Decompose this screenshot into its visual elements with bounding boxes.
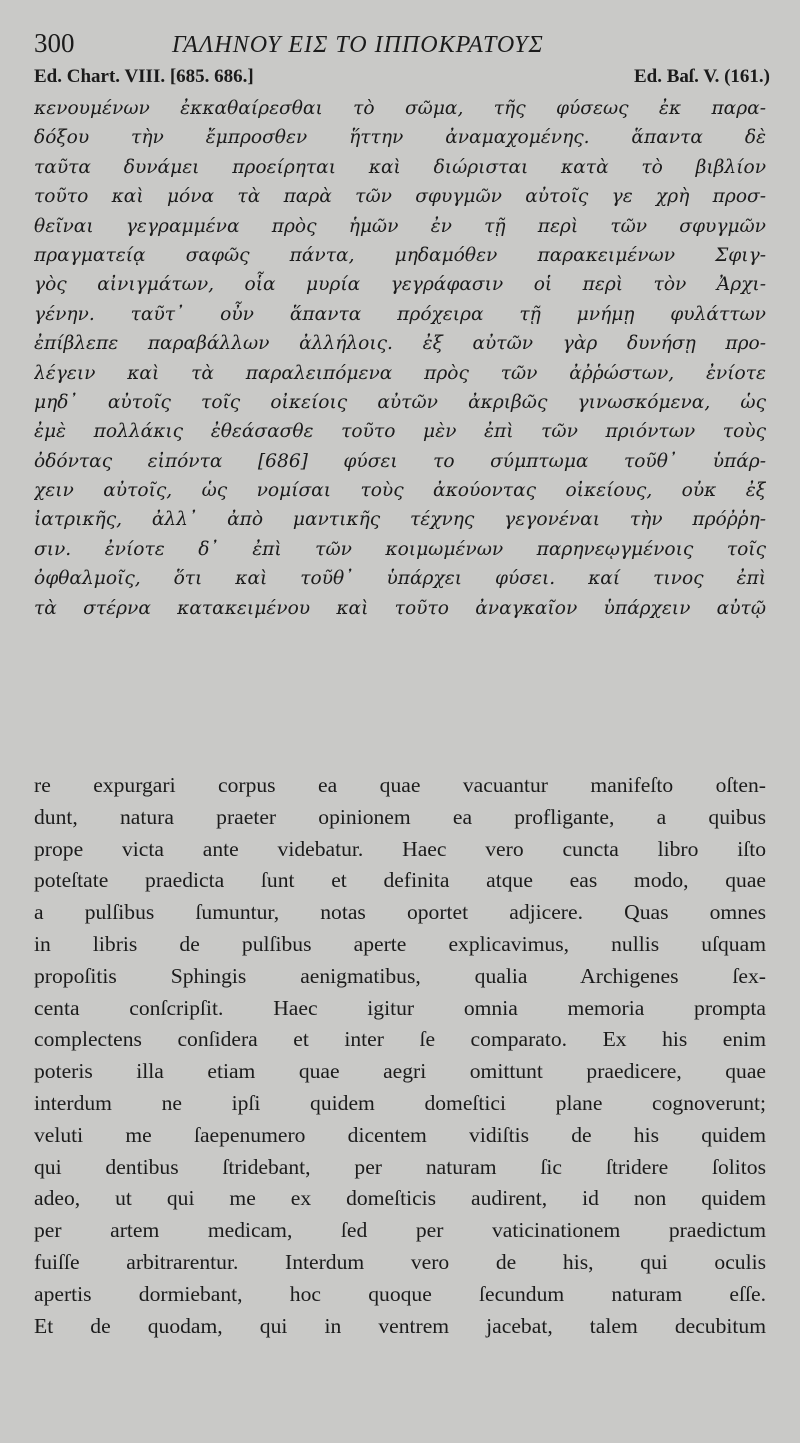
latin-text-line: prope victa ante videbatur. Haec vero cuncta libro iſto [34, 836, 766, 861]
greek-text-line: γένην. ταῦτ᾽ οὖν ἅπαντα πρόχειρα τῇ μνήμῃ φυλάττων [34, 303, 766, 325]
greek-text-line: ταῦτα δυνάμει προείρηται καὶ διώρισται κατὰ τὸ βιβλίον [34, 156, 766, 178]
greek-text-line: κενουμένων ἐκκαθαίρεσθαι τὸ σῶμα, τῆς φύσεως ἐκ παρα- [34, 98, 766, 119]
latin-text-line: apertis dormiebant, hoc quoque ſecundum naturam eſſe. [34, 1281, 766, 1306]
greek-text-block [34, 94, 766, 623]
greek-text-line: λέγειν καὶ τὰ παραλειπόμενα πρὸς τῶν ἀῤῥώστων, ἐνίοτε [34, 362, 766, 384]
greek-text-line: γὸς αἰνιγμάτων, οἷα μυρία γεγράφασιν οἱ περὶ τὸν Ἀρχι- [34, 274, 766, 296]
edition-reference-right: Ed. Baſ. V. (161.) [633, 66, 770, 87]
latin-text-block [34, 770, 766, 1342]
greek-text-line: θεῖναι γεγραμμένα πρὸς ἡμῶν ἐν τῇ περὶ τῶν σφυγμῶν [34, 215, 766, 237]
latin-text-line: interdum ne ipſi quidem domeſtici plane cognoverunt; [34, 1090, 766, 1115]
greek-text-line: σιν. ἐνίοτε δ᾽ ἐπὶ τῶν κοιμωμένων παρηνεῳγμένοις τοῖς [34, 538, 766, 560]
latin-text-line: centa conſcripſit. Haec igitur omnia memoria prompta [34, 995, 766, 1020]
latin-text-line: poteſtate praedicta ſunt et definita atque eas modo, quae [34, 868, 766, 893]
greek-text-line: ἐμὲ πολλάκις ἐθεάσασθε τοῦτο μὲν ἐπὶ τῶν πριόντων τοὺς [34, 421, 766, 443]
greek-text-line: χειν αὐτοῖς, ὡς νομίσαι τοὺς ἀκούοντας οἰκείους, οὐκ ἐξ [34, 480, 766, 502]
greek-text-line: ὀδόντας εἰπόντα [686] φύσει το σύμπτωμα τοῦθ᾽ ὑπάρ- [34, 450, 766, 472]
greek-text-line: ἐπίβλεπε παραβάλλων ἀλλήλοις. ἐξ αὐτῶν γὰρ δυνήσῃ προ- [34, 333, 766, 355]
latin-text-line: qui dentibus ſtridebant, per naturam ſic ſtridere ſolitos [34, 1154, 766, 1179]
latin-text-line: Et de quodam, qui in ventrem jacebat, talem decubitum [34, 1313, 766, 1338]
latin-text-line: fuiſſe arbitrarentur. Interdum vero de his, qui oculis [34, 1249, 766, 1274]
latin-text-line: per artem medicam, ſed per vaticinationem praedictum [34, 1218, 766, 1243]
running-title: ΓΑΛΗΝΟΥ ΕΙΣ ΤΟ ΙΠΠΟΚΡΑΤΟΥΣ [172, 32, 544, 58]
edition-reference-left: Ed. Chart. VIII. [685. 686.] [34, 66, 254, 87]
greek-text-line: τοῦτο καὶ μόνα τὰ παρὰ τῶν σφυγμῶν αὐτοῖς γε χρὴ προσ- [34, 186, 766, 208]
page-header [34, 28, 770, 62]
greek-text-line: τὰ στέρνα κατακειμένου καὶ τοῦτο ἀναγκαῖον ὑπάρχειν αὐτῷ [34, 597, 766, 619]
page-number: 300 [34, 28, 75, 58]
greek-text-line: ἰατρικῆς, ἀλλ᾽ ἀπὸ μαντικῆς τέχνης γεγονέναι τὴν πρόῤῥη- [34, 509, 766, 531]
latin-text-line: in libris de pulſibus aperte explicavimus, nullis uſquam [34, 931, 766, 956]
latin-text-line: adeo, ut qui me ex domeſticis audirent, id non quidem [34, 1186, 766, 1211]
latin-text-line: poteris illa etiam quae aegri omittunt praedicere, quae [34, 1059, 766, 1084]
latin-text-line: propoſitis Sphingis aenigmatibus, qualia Archigenes ſex- [34, 963, 766, 988]
greek-text-line: πραγματείᾳ σαφῶς πάντα, μηδαμόθεν παρακειμένων Σφιγ- [34, 244, 766, 266]
greek-text-line: μηδ᾽ αὐτοῖς τοῖς οἰκείοις αὐτῶν ἀκριβῶς γινωσκόμενα, ὡς [34, 391, 766, 413]
greek-text-line: ὀφθαλμοῖς, ὅτι καὶ τοῦθ᾽ ὑπάρχει φύσει. καί τινος ἐπὶ [34, 568, 766, 590]
latin-text-line: dunt, natura praeter opinionem ea profligante, a quibus [34, 804, 766, 829]
latin-text-line: veluti me ſaepenumero dicentem vidiſtis de his quidem [34, 1122, 766, 1147]
latin-text-line: re expurgari corpus ea quae vacuantur manifeſto oſten- [34, 773, 766, 797]
greek-text-line: δόξου τὴν ἔμπροσθεν ἥττην ἀναμαχομένης. ἅπαντα δὲ [34, 127, 766, 149]
edition-references [34, 66, 770, 92]
latin-text-line: complectens conſidera et inter ſe comparato. Ex his enim [34, 1027, 766, 1052]
latin-text-line: a pulſibus ſumuntur, notas oportet adjicere. Quas omnes [34, 900, 766, 925]
